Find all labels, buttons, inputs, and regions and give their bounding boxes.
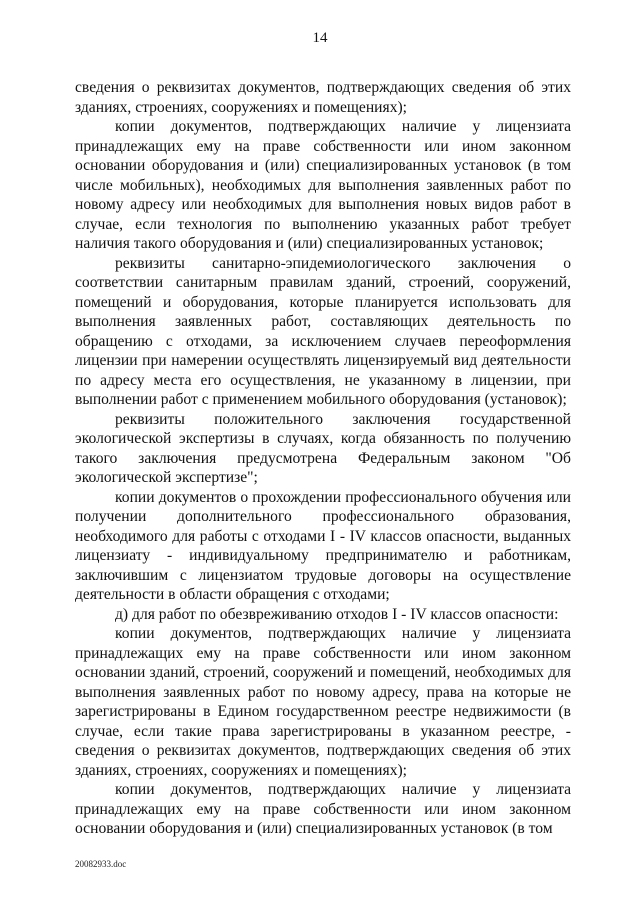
paragraph-item-d: д) для работ по обезвреживанию отходов I - IV классов опасности: [115,605,559,623]
paragraph-ecological-expertise: реквизиты положительного заключения государственной экологической экспертизы в случаях, когда обязанность по получению такого заключения предусмотрена Федеральным законом "Об экологической экспертизе"; [75,410,571,486]
paragraph-continuation: сведения о реквизитах документов, подтверждающих сведения об этих зданиях, строениях, сооружениях и помещениях); [75,79,571,116]
page-number: 14 [312,30,328,46]
paragraph-buildings-copies: копии документов, подтверждающих наличие у лицензиата принадлежащих ему на праве собственности или ином законном основании зданий, строений, сооружений и помещений, необходимых для выполнения заявленных работ по новому адресу, права на которые не зарегистрированы в Едином государственном реестре недвижимости (в случае, если такие права зарегистрированы в указанном реестре, - сведения о реквизитах документов, подтверждающих сведения об этих зданиях, строениях, сооружениях и помещениях); [75,625,571,779]
paragraph-equipment-copies-2: копии документов, подтверждающих наличие у лицензиата принадлежащих ему на праве собственности или ином законном основании оборудования и (или) специализированных установок (в том [75,781,571,837]
document-body [75,78,571,839]
paragraph-professional-training: копии документов о прохождении профессионального обучения или получении дополнительного профессионального образования, необходимого для работы с отходами I - IV классов опасности, выданных лицензиату - индивидуальному предпринимателю и работникам, заключившим с лицензиатом трудовые договоры на осуществление деятельности в области обращения с отходами; [75,488,571,603]
paragraph-equipment-copies: копии документов, подтверждающих наличие у лицензиата принадлежащих ему на праве собственности или ином законном основании оборудования и (или) специализированных установок (в том числе мобильных), необходимых для выполнения заявленных работ по новому адресу или необходимых для выполнения новых видов работ в случае, если технология по выполнению указанных работ требует наличия такого оборудования и (или) специализированных установок; [75,118,571,252]
footer-filename: 20082933.doc [75,859,127,869]
paragraph-sanitary-conclusion: реквизиты санитарно-эпидемиологического заключения о соответствии санитарным правилам зданий, строений, сооружений, помещений и оборудования, которые планируется использовать для выполнения заявленных работ, составляющих деятельность по обращению с отходами, за исключением случаев переоформления лицензии при намерении осуществлять лицензируемый вид деятельности по адресу места его осуществления, не указанному в лицензии, при выполнении работ с применением мобильного оборудования (установок); [75,254,571,408]
